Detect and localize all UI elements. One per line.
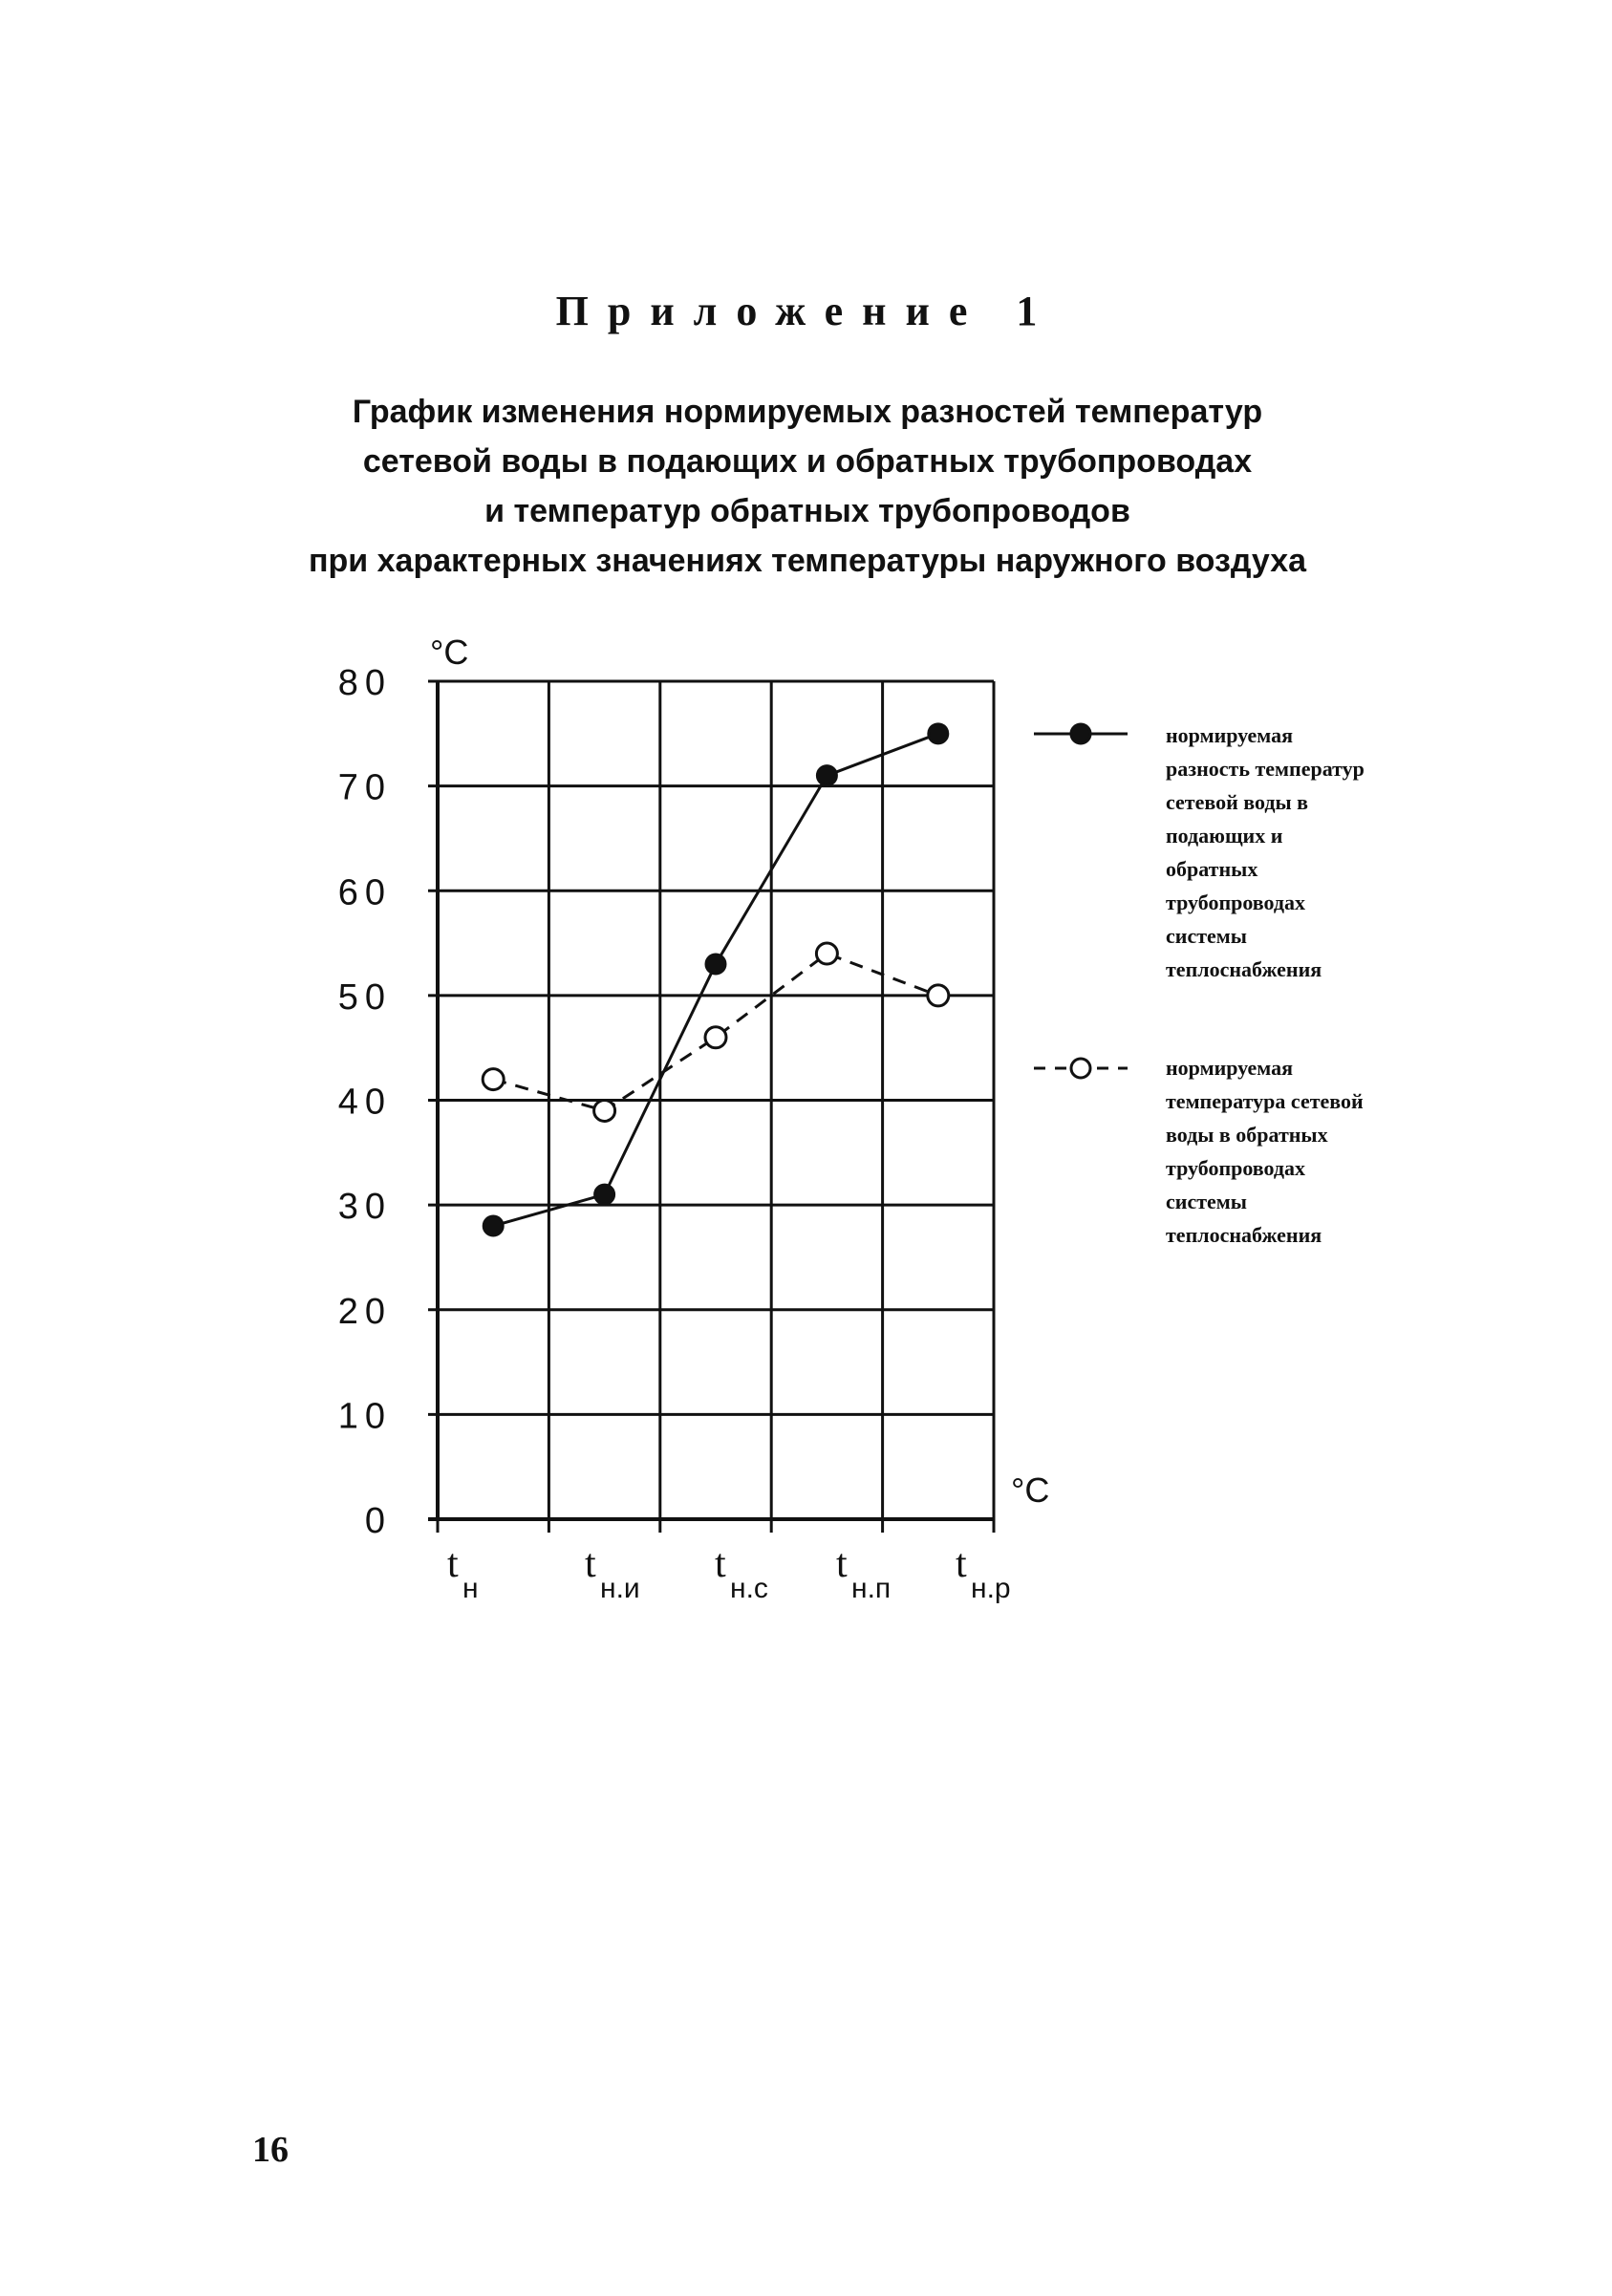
legend-text-line: температура сетевой (1166, 1089, 1364, 1113)
legend-text-line: трубопроводах (1166, 1156, 1306, 1180)
legend-marker-open (1071, 1059, 1090, 1078)
appendix-label: Приложение 1 (555, 288, 1057, 334)
x-tick-label-subscript: н.п (851, 1573, 892, 1604)
legend-text-line: системы (1166, 1190, 1247, 1213)
legend-text-supply-return-difference (1166, 719, 1414, 986)
data-point-open (483, 1069, 504, 1090)
legend-marker-filled (1071, 724, 1090, 743)
legend-text-return-temperature (1166, 1051, 1414, 1252)
figure-title-line: График изменения нормируемых разностей температур (352, 394, 1263, 430)
y-tick-label: 30 (337, 1187, 392, 1228)
y-tick-label: 40 (337, 1082, 392, 1123)
figure-title-line: при характерных значениях температуры наружного воздуха (308, 543, 1307, 579)
y-tick-label: 60 (337, 872, 392, 913)
x-tick-label-subscript: н.и (600, 1573, 640, 1604)
legend-text-line: подающих и (1166, 824, 1283, 848)
data-point-open (705, 1027, 726, 1048)
legend-text-line: обратных (1166, 857, 1258, 881)
legend-text-line: разность температур (1166, 757, 1365, 781)
legend-text-line: теплоснабжения (1166, 1223, 1322, 1247)
legend-text-line: нормируемая (1166, 723, 1294, 747)
y-tick-label: 20 (337, 1291, 392, 1332)
y-tick-label: 70 (337, 767, 392, 808)
data-point-filled (817, 766, 836, 785)
y-tick-label: 10 (337, 1396, 392, 1437)
legend-text-line: нормируемая (1166, 1056, 1294, 1080)
data-point-filled (595, 1185, 614, 1204)
y-tick-label: 0 (364, 1501, 392, 1541)
legend-text-line: сетевой воды в (1166, 790, 1309, 814)
legend-text-line: трубопроводах (1166, 891, 1306, 914)
data-point-open (594, 1100, 615, 1121)
y-tick-label: 80 (337, 663, 392, 703)
y-unit-label: °C (430, 633, 469, 672)
y-tick-label: 50 (337, 976, 392, 1018)
x-tick-label-main: t (956, 1542, 967, 1586)
x-tick-label-main: t (447, 1542, 459, 1586)
x-tick-label-subscript: н.с (730, 1573, 768, 1604)
x-tick-label-main: t (715, 1542, 726, 1586)
x-unit-label: °C (1011, 1470, 1050, 1510)
data-point-filled (706, 955, 725, 974)
legend-text-line: воды в обратных (1166, 1123, 1328, 1147)
page-number: 16 (252, 2130, 289, 2170)
data-point-filled (484, 1216, 503, 1235)
x-tick-label-subscript: н.р (971, 1573, 1011, 1604)
data-point-open (928, 985, 949, 1006)
x-tick-label-subscript: н (462, 1573, 479, 1604)
legend-text-line: системы (1166, 924, 1247, 948)
x-tick-label-main: t (585, 1542, 596, 1586)
series-line-supply-return-difference (493, 734, 938, 1226)
figure-title-line: и температур обратных трубопроводов (484, 493, 1130, 529)
data-point-filled (929, 724, 948, 743)
legend-text-line: теплоснабжения (1166, 957, 1322, 981)
data-point-open (816, 943, 837, 964)
figure-title-line: сетевой воды в подающих и обратных трубопроводах (362, 443, 1253, 480)
x-tick-label-main: t (836, 1542, 848, 1586)
